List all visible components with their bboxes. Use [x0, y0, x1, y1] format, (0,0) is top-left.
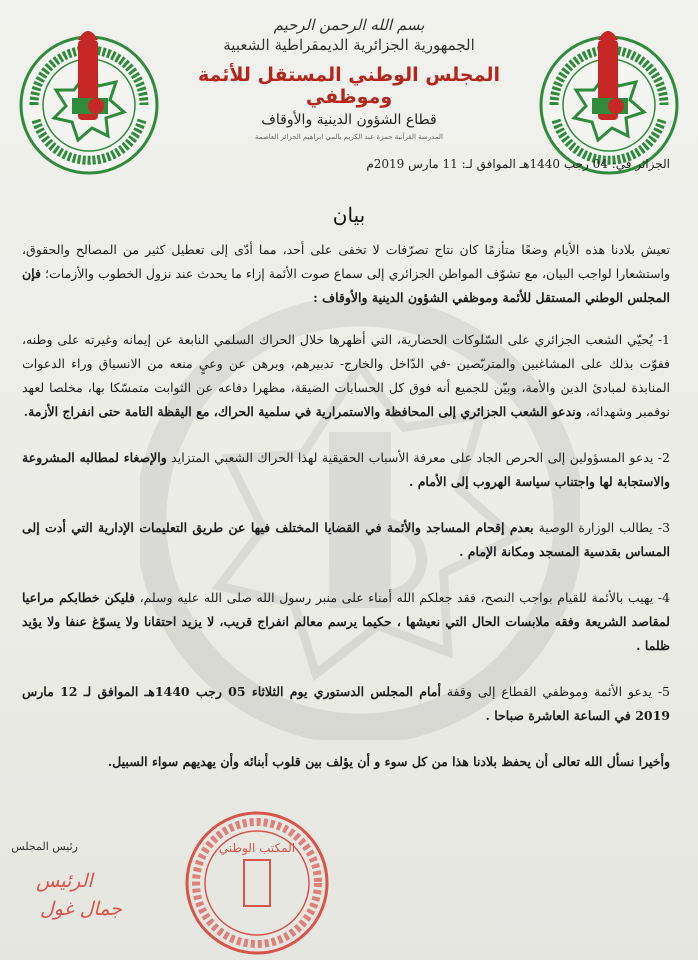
point-text: 1- يُحيّي الشعب الجزائري على السّلوكات الحضارية، التي أظهرها خلال الحراك السلمي النابعة عن إيمانه وغيرته على وطنه، ففوّت بذلك على المشاغبين والمتربّصين -في الدّاخل والخارج- تدبيرهم، وبرهن عن وعيٍ منعه من الانسياق وراء الدعوات المنابذة لمبادئ الدين والأمة، وبيّن للجميع أنه فوق كل الحسابات الضيقة، مظهرا دفاعه عن الثوابت متمسّكا بها، مخلصا لعهد نوفمبر وشهدائه، — [22, 332, 670, 419]
point-2 — [22, 446, 670, 494]
point-bold: وندعو الشعب الجزائري إلى المحافظة والاستمرارية في سلمية الحراك، مع اليقظة التامة حتى انفراج الأزمة. — [23, 404, 582, 419]
point-4 — [22, 586, 670, 658]
point-bold: بعدم إقحام المساجد والأئمة في القضايا المختلف فيها عن طريق التعليمات الإدارية التي أدت إلى المساس بقدسية المسجد ومكانة الإمام . — [22, 520, 670, 559]
point-bold: فليكن خطابكم مراعيا لمقاصد الشريعة وفقه ملابسات الحال التي نعيشها ، حكيما يرسم معالم انفراج قريب، لا يزيد احتقانا ولا يسوّغ عنفا ولا يؤيد ظلما . — [22, 590, 670, 653]
intro-text: تعيش بلادنا هذه الأيام وضعًا متأزمًا كان نتاج تصرّفات لا تخفى على أحد، مما أدّى إلى تعطيل كثير من المصالح والحقوق، واستشعارا لواجب البيان، مع تشوّف المواطن الجزائري إلى سماع صوت الأئمة إزاء ما يحدث عند نزول الخطوب والأزمات؛ — [22, 242, 670, 281]
point-3 — [22, 516, 670, 564]
council-logo-left — [14, 20, 164, 190]
sector-name: قطاع الشؤون الدينية والأوقاف — [261, 112, 437, 128]
point-text: 4- يهيب بالأئمة للقيام بواجب النصح، فقد جعلكم الله أمناء على منبر رسول الله صلى الله عليه وسلم، — [139, 590, 670, 605]
signature-title: الرئيس — [36, 870, 93, 892]
official-stamp — [182, 808, 332, 958]
signature-label: رئيس المجلس — [11, 840, 78, 853]
signature-name: جمال غول — [40, 898, 122, 920]
point-text: 2- يدعو المسؤولين إلى الحرص الجاد على معرفة الأسباب الحقيقية لهذا الحراك الشعبي المتزايد — [171, 450, 670, 465]
address-line: المدرسة القرآنية حمزة عبد الكريم بالمي ابراهيم الجزائر العاصمة — [255, 133, 443, 141]
point-text: 3- يطالب الوزارة الوصية — [538, 520, 671, 535]
point-bold: أمام المجلس الدستوري يوم الثلاثاء 05 رجب 1440هـ الموافق لـ 12 مارس 2019 في الساعة العاشرة صباحا . — [22, 684, 670, 723]
point-5 — [22, 680, 670, 728]
intro-bold: فإن المجلس الوطني المستقل للأئمة وموظفي الشؤون الدينية والأوقاف : — [22, 266, 670, 305]
date-line: الجزائر في: 04 رجب 1440هـ الموافق لـ: 11 مارس 2019م — [366, 157, 670, 171]
statement-body — [22, 238, 670, 796]
republic-name: الجمهورية الجزائرية الديمقراطية الشعبية — [223, 36, 475, 54]
point-1 — [22, 328, 670, 424]
document-title: بيان — [332, 203, 366, 227]
point-bold: والإصغاء لمطالبه المشروعة والاستجابة لها واجتناب سياسة الهروب إلى الأمام . — [22, 450, 670, 489]
stamp-text: المكتب الوطني — [218, 841, 296, 855]
closing-paragraph: وأخيرا نسأل الله تعالى أن يحفظ بلادنا هذا من كل سوء و أن يؤلف بين قلوب أبنائه وأن يهديهم سواء السبيل. — [107, 754, 670, 769]
intro-paragraph — [22, 238, 670, 310]
letterhead — [170, 14, 528, 141]
basmala: بسم الله الرحمن الرحيم — [273, 16, 425, 34]
council-name: المجلس الوطني المستقل للأئمة وموظفي — [197, 64, 501, 108]
point-text: 5- يدعو الأئمة وموظفي القطاع إلى وقفة — [446, 684, 670, 699]
